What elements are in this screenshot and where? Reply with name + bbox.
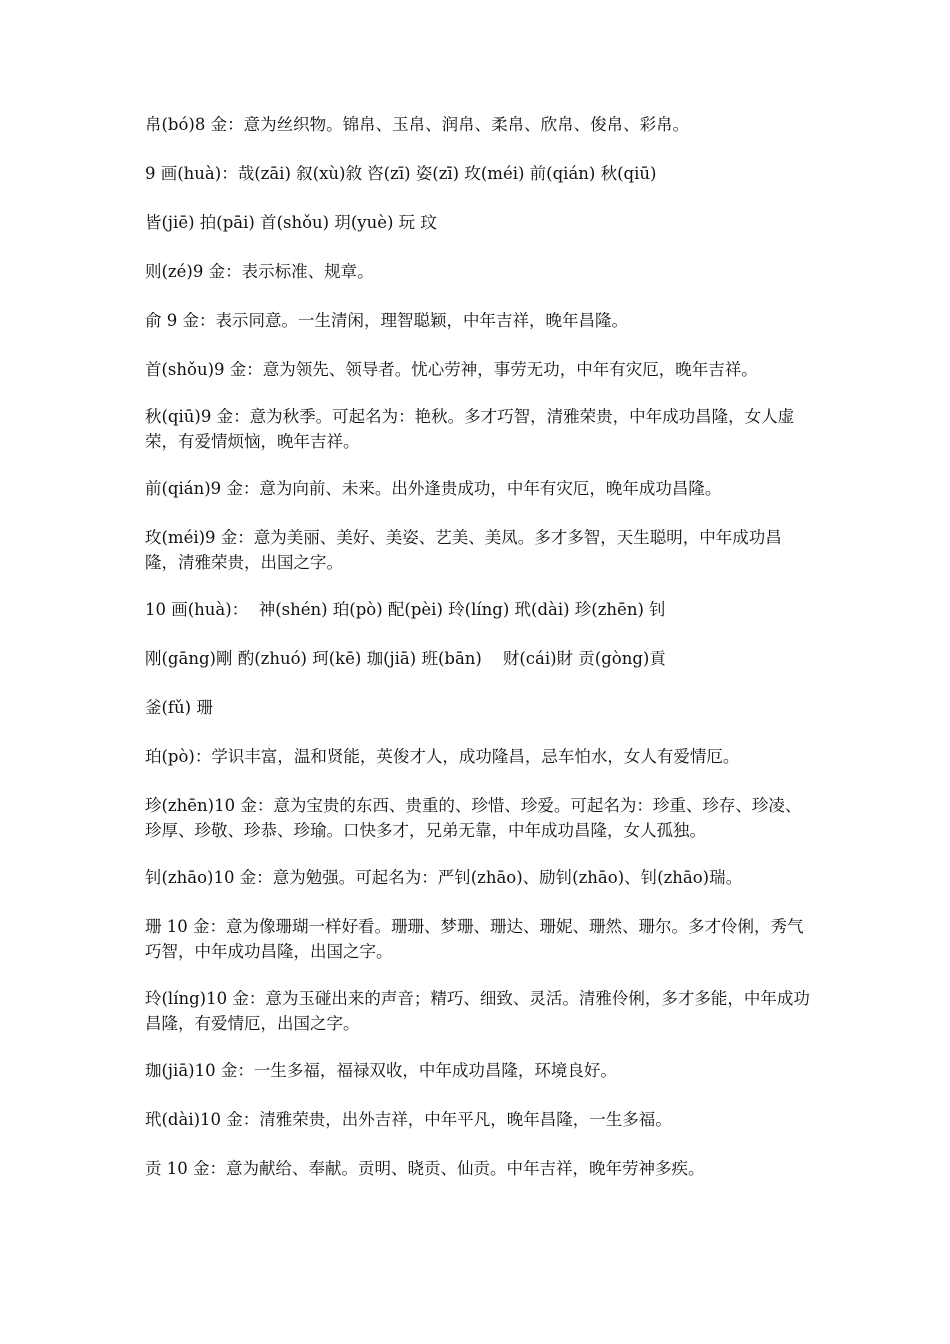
entry-shou: 首(shǒu)9 金：意为领先、领导者。忧心劳神，事劳无功，中年有灾厄，晚年吉祥。 — [145, 360, 758, 379]
document-body — [145, 112, 810, 1181]
entry-zhen: 珍(zhēn)10 金：意为宝贵的东西、贵重的、珍惜、珍爱。可起名为：珍重、珍存、珍凌、珍厚、珍敬、珍恭、珍瑜。口快多才，兄弟无靠，中年成功昌隆，女人孤独。 — [145, 796, 802, 840]
entry-mei: 玫(méi)9 金：意为美丽、美好、美姿、艺美、美凤。多才多智，天生聪明，中年成功昌隆，清雅荣贵，出国之字。 — [145, 528, 782, 572]
entry-bo: 帛(bó)8 金：意为丝织物。锦帛、玉帛、润帛、柔帛、欣帛、俊帛、彩帛。 — [145, 115, 690, 134]
stroke-10-header-line1: 10 画(huà)： 神(shén) 珀(pò) 配(pèi) 玲(líng) 玳(dài) 珍(zhēn) 钊 — [145, 600, 666, 619]
entry-po: 珀(pò)：学识丰富，温和贤能，英俊才人，成功隆昌，忌车怕水，女人有爱情厄。 — [145, 747, 740, 766]
entry-jia: 珈(jiā)10 金：一生多福，福禄双收，中年成功昌隆，环境良好。 — [145, 1061, 617, 1080]
entry-ze: 则(zé)9 金：表示标准、规章。 — [145, 262, 374, 281]
stroke-9-header-line1: 9 画(huà)：哉(zāi) 叙(xù)敘 咨(zī) 姿(zī) 玫(méi) 前(qián) 秋(qiū) — [145, 164, 657, 183]
entry-dai: 玳(dài)10 金：清雅荣贵，出外吉祥，中年平凡，晚年昌隆，一生多福。 — [145, 1110, 672, 1129]
stroke-10-header-line2: 刚(gāng)剛 酌(zhuó) 珂(kē) 珈(jiā) 班(bān) 财(cái)財 贡(gòng)貢 — [145, 649, 666, 668]
entry-qian: 前(qián)9 金：意为向前、未来。出外逢贵成功，中年有灾厄，晚年成功昌隆。 — [145, 479, 722, 498]
entry-yu: 俞 9 金：表示同意。一生清闲，理智聪颖，中年吉祥，晚年昌隆。 — [145, 311, 628, 330]
entry-qiu: 秋(qiū)9 金：意为秋季。可起名为：艳秋。多才巧智，清雅荣贵，中年成功昌隆，女人虚荣，有爱情烦恼，晚年吉祥。 — [145, 407, 795, 451]
entry-gong: 贡 10 金：意为献给、奉献。贡明、晓贡、仙贡。中年吉祥，晚年劳神多疾。 — [145, 1159, 705, 1178]
entry-ling: 玲(líng)10 金：意为玉碰出来的声音；精巧、细致、灵活。清雅伶俐，多才多能，中年成功昌隆，有爱情厄，出国之字。 — [145, 989, 810, 1033]
entry-shan: 珊 10 金：意为像珊瑚一样好看。珊珊、梦珊、珊达、珊妮、珊然、珊尔。多才伶俐，秀气巧智，中年成功昌隆，出国之字。 — [145, 917, 804, 961]
stroke-9-header-line2: 皆(jiē) 拍(pāi) 首(shǒu) 玥(yuè) 玩 玟 — [145, 213, 437, 232]
stroke-10-header-line3: 釜(fǔ) 珊 — [145, 698, 213, 717]
entry-zhao: 钊(zhāo)10 金：意为勉强。可起名为：严钊(zhāo)、励钊(zhāo)、钊(zhāo)瑞。 — [145, 868, 743, 887]
